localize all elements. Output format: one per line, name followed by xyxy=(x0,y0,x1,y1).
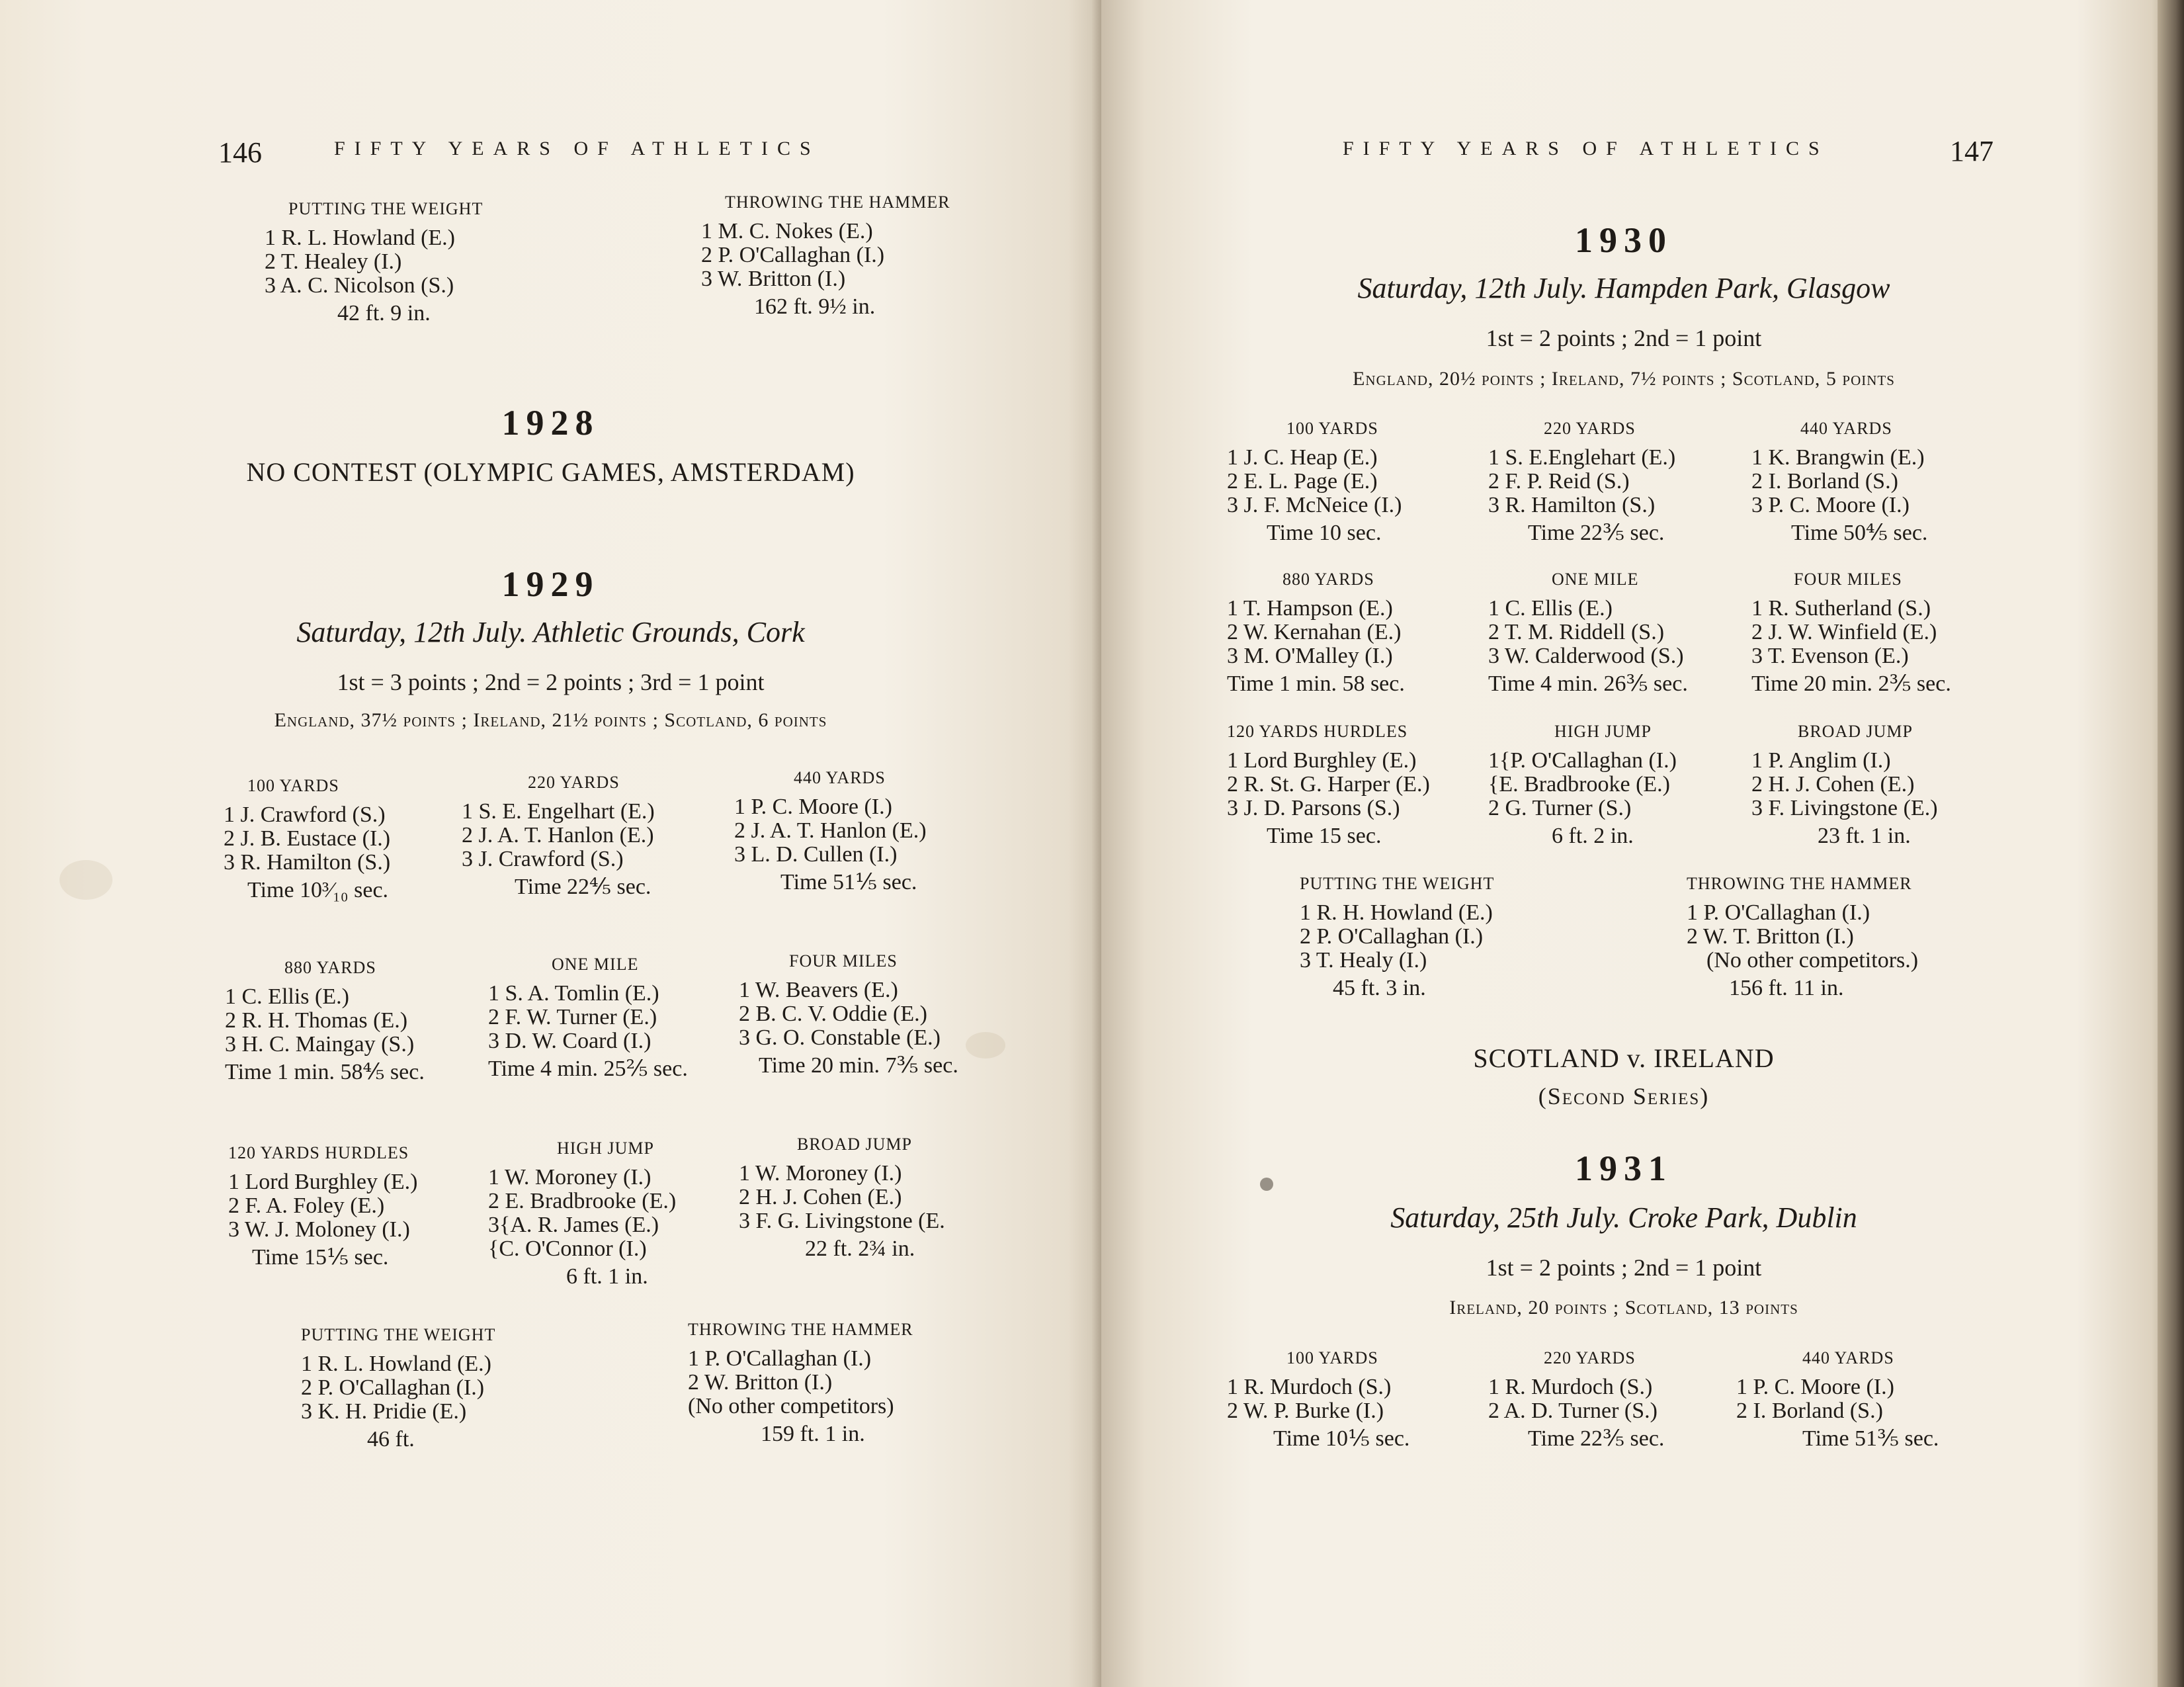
place-3: 3 P. C. Moore (I.) xyxy=(1751,493,1910,517)
right-page xyxy=(1101,0,2184,1687)
place-1: 1 W. Moroney (I.) xyxy=(739,1161,902,1186)
page-edge xyxy=(2158,0,2184,1687)
event-title: THROWING THE HAMMER xyxy=(725,193,950,212)
year-heading-1931: 1931 xyxy=(1575,1148,1673,1188)
country-totals: Ireland, 20 points ; Scotland, 13 points xyxy=(1449,1297,1798,1319)
event-throwing-hammer xyxy=(1687,872,1918,1000)
event-120-yards-hurdles xyxy=(228,1141,417,1270)
country-totals: England, 37½ points ; Ireland, 21½ points ; Scotland, 6 points xyxy=(274,709,827,731)
event-title: FOUR MILES xyxy=(1794,570,1902,589)
event-result: 45 ft. 3 in. xyxy=(1333,976,1426,1000)
event-result: Time 51⅕ sec. xyxy=(780,870,917,894)
event-title: 100 YARDS xyxy=(1286,419,1378,438)
place-3: 3 L. D. Cullen (I.) xyxy=(734,842,898,867)
place-2: 2 R. H. Thomas (E.) xyxy=(225,1008,408,1033)
event-result: Time 20 min. 7⅗ sec. xyxy=(759,1053,958,1078)
place-3: 3 G. O. Constable (E.) xyxy=(739,1025,941,1050)
place-3: 3 W. Britton (I.) xyxy=(701,267,846,291)
event-title: HIGH JUMP xyxy=(557,1139,654,1158)
place-1-tie: 1{P. O'Callaghan (I.) xyxy=(1488,748,1677,773)
event-result: 162 ft. 9½ in. xyxy=(754,294,876,319)
event-title: BROAD JUMP xyxy=(1798,722,1913,741)
place-1: 1 J. C. Heap (E.) xyxy=(1227,445,1378,470)
event-title: ONE MILE xyxy=(552,955,639,974)
meeting-date-venue: Saturday, 12th July. Hampden Park, Glasgow xyxy=(1357,272,1890,304)
event-result: Time 15 sec. xyxy=(1267,824,1382,848)
place-2: 2 P. O'Callaghan (I.) xyxy=(1300,924,1484,949)
place-3: 3 T. Evenson (E.) xyxy=(1751,644,1909,668)
event-title: 100 YARDS xyxy=(1286,1348,1378,1367)
place-1: 1 P. O'Callaghan (I.) xyxy=(1687,900,1870,925)
place-1: 1 S. E. Engelhart (E.) xyxy=(462,799,655,824)
place-1: 1 R. H. Howland (E.) xyxy=(1300,900,1493,925)
place-2: 2 J. A. T. Hanlon (E.) xyxy=(734,818,927,843)
place-2: 2 F. P. Reid (S.) xyxy=(1488,469,1630,494)
place-3: 3 A. C. Nicolson (S.) xyxy=(265,273,454,298)
event-title: 120 YARDS HURDLES xyxy=(228,1143,409,1162)
event-title: PUTTING THE WEIGHT xyxy=(288,199,483,218)
event-result: 46 ft. xyxy=(367,1427,415,1451)
event-high-jump xyxy=(488,1137,676,1289)
place-3: 3 J. Crawford (S.) xyxy=(462,847,624,871)
event-title: 880 YARDS xyxy=(284,958,376,977)
place-3-tie: {C. O'Connor (I.) xyxy=(488,1236,647,1261)
place-1: 1 Lord Burghley (E.) xyxy=(228,1170,418,1194)
event-title: 440 YARDS xyxy=(1802,1348,1894,1367)
place-3: 3 K. H. Pridie (E.) xyxy=(301,1399,467,1424)
event-result: Time 1 min. 58⅘ sec. xyxy=(225,1060,425,1084)
place-3-tie: 3{A. R. James (E.) xyxy=(488,1213,659,1237)
event-result: Time 51⅗ sec. xyxy=(1802,1426,1939,1451)
place-3: 3 F. Livingstone (E.) xyxy=(1751,796,1938,820)
place-3: 3 R. Hamilton (S.) xyxy=(224,850,391,875)
meeting-date-venue: Saturday, 25th July. Croke Park, Dublin xyxy=(1390,1201,1857,1234)
place-1: 1 P. C. Moore (I.) xyxy=(1736,1375,1894,1399)
place-2: 2 F. W. Turner (E.) xyxy=(488,1005,657,1029)
event-title: 880 YARDS xyxy=(1282,570,1374,589)
year-heading-1930: 1930 xyxy=(1575,220,1673,260)
place-1: 1 S. E.Englehart (E.) xyxy=(1488,445,1676,470)
place-3: 3 J. D. Parsons (S.) xyxy=(1227,796,1400,820)
event-high-jump xyxy=(1488,720,1677,848)
event-result: Time 22⅘ sec. xyxy=(515,875,651,899)
place-2: 2 F. A. Foley (E.) xyxy=(228,1193,385,1218)
event-result: Time 4 min. 26⅗ sec. xyxy=(1488,671,1688,696)
place-1: 1 Lord Burghley (E.) xyxy=(1227,748,1417,773)
event-throwing-hammer-1929 xyxy=(688,1318,913,1446)
event-result: 6 ft. 2 in. xyxy=(1552,824,1634,848)
event-440-yards xyxy=(1751,417,1927,545)
year-heading-1929: 1929 xyxy=(501,564,600,604)
place-2: 2 P. O'Callaghan (I.) xyxy=(301,1375,485,1400)
no-other-competitors-note: (No other competitors) xyxy=(688,1394,894,1418)
place-2: 2 W. Kernahan (E.) xyxy=(1227,620,1402,644)
place-1: 1 P. C. Moore (I.) xyxy=(734,795,892,819)
event-title: 220 YARDS xyxy=(1544,1348,1636,1367)
event-title: PUTTING THE WEIGHT xyxy=(301,1325,496,1344)
place-2: 2 W. T. Britton (I.) xyxy=(1687,924,1854,949)
paper-stain xyxy=(60,860,112,900)
place-2: 2 I. Borland (S.) xyxy=(1751,469,1898,494)
country-totals: England, 20½ points ; Ireland, 7½ points ; Scotland, 5 points xyxy=(1353,368,1895,390)
event-result: Time 4 min. 25⅖ sec. xyxy=(488,1057,688,1081)
place-2: 2 H. J. Cohen (E.) xyxy=(739,1185,902,1209)
event-120-yards-hurdles xyxy=(1227,720,1430,848)
place-2: 2 J. B. Eustace (I.) xyxy=(224,826,391,851)
event-title: 120 YARDS HURDLES xyxy=(1227,722,1408,741)
year-heading-1928: 1928 xyxy=(501,403,600,443)
place-3: 3 M. O'Malley (I.) xyxy=(1227,644,1393,668)
place-3: 3 F. G. Livingstone (E. xyxy=(739,1209,945,1233)
event-100-yards xyxy=(1227,417,1402,545)
place-2: 2 T. Healey (I.) xyxy=(265,249,402,274)
event-broad-jump xyxy=(1751,720,1938,848)
place-3: 3 J. F. McNeice (I.) xyxy=(1227,493,1402,517)
place-1: 1 P. Anglim (I.) xyxy=(1751,748,1891,773)
no-other-competitors-note: (No other competitors.) xyxy=(1706,948,1919,973)
place-2: 2 B. C. V. Oddie (E.) xyxy=(739,1002,927,1026)
place-1: 1 P. O'Callaghan (I.) xyxy=(688,1346,872,1371)
event-four-miles xyxy=(1751,568,1951,696)
place-2: 2 R. St. G. Harper (E.) xyxy=(1227,772,1430,797)
place-1: 1 R. L. Howland (E.) xyxy=(265,226,456,250)
place-2: 2 W. Britton (I.) xyxy=(688,1370,833,1395)
place-2: 2 J. A. T. Hanlon (E.) xyxy=(462,823,654,847)
place-1: 1 K. Brangwin (E.) xyxy=(1751,445,1925,470)
event-220-yards-1931 xyxy=(1488,1346,1664,1451)
event-result: Time 10 sec. xyxy=(1267,521,1382,545)
place-1: 1 W. Moroney (I.) xyxy=(488,1165,651,1190)
event-result: 156 ft. 11 in. xyxy=(1729,976,1844,1000)
event-four-miles xyxy=(739,949,958,1078)
event-result: 6 ft. 1 in. xyxy=(566,1264,648,1289)
place-1: 1 R. L. Howland (E.) xyxy=(301,1352,492,1376)
event-title: 440 YARDS xyxy=(1800,419,1892,438)
event-title: BROAD JUMP xyxy=(797,1135,912,1154)
place-3: 3 T. Healy (I.) xyxy=(1300,948,1427,973)
event-result: 42 ft. 9 in. xyxy=(337,301,431,325)
running-head: FIFTY YEARS OF ATHLETICS xyxy=(1343,138,1829,159)
place-3: 3 D. W. Coard (I.) xyxy=(488,1029,651,1053)
event-throwing-hammer xyxy=(701,191,950,319)
place-2: 2 E. L. Page (E.) xyxy=(1227,469,1378,494)
series-subtitle: (Second Series) xyxy=(1538,1083,1710,1109)
event-100-yards xyxy=(224,774,390,902)
event-title: HIGH JUMP xyxy=(1554,722,1652,741)
scoring-rule: 1st = 2 points ; 2nd = 1 point xyxy=(1486,1254,1762,1281)
event-220-yards xyxy=(462,771,655,899)
page-number: 146 xyxy=(218,136,262,169)
event-result: Time 20 min. 2⅗ sec. xyxy=(1751,671,1951,696)
place-1: 1 C. Ellis (E.) xyxy=(1488,596,1613,621)
event-result: Time 22⅗ sec. xyxy=(1528,521,1665,545)
event-title: 440 YARDS xyxy=(794,768,886,787)
event-result: Time 22⅗ sec. xyxy=(1528,1426,1665,1451)
place-1: 1 W. Beavers (E.) xyxy=(739,978,898,1002)
event-title: PUTTING THE WEIGHT xyxy=(1300,874,1495,893)
event-title: FOUR MILES xyxy=(789,951,898,971)
place-2: 2 A. D. Turner (S.) xyxy=(1488,1399,1658,1423)
place-1: 1 C. Ellis (E.) xyxy=(225,984,349,1009)
event-putting-weight xyxy=(1300,872,1494,1000)
event-result: Time 1 min. 58 sec. xyxy=(1227,671,1405,696)
event-result: 23 ft. 1 in. xyxy=(1818,824,1911,848)
place-1: 1 M. C. Nokes (E.) xyxy=(701,219,873,243)
place-2: 2 I. Borland (S.) xyxy=(1736,1399,1883,1423)
event-220-yards xyxy=(1488,417,1675,545)
place-2: 2 H. J. Cohen (E.) xyxy=(1751,772,1915,797)
place-3: 3 W. Calderwood (S.) xyxy=(1488,644,1684,668)
place-3: 3 H. C. Maingay (S.) xyxy=(225,1032,415,1057)
place-3: 3 R. Hamilton (S.) xyxy=(1488,493,1656,517)
event-440-yards xyxy=(734,766,927,894)
meeting-date-venue: Saturday, 12th July. Athletic Grounds, Cork xyxy=(296,616,805,648)
event-result: Time 10⅕ sec. xyxy=(1273,1426,1410,1451)
place-2: 2 E. Bradbrooke (E.) xyxy=(488,1189,677,1213)
event-putting-weight xyxy=(265,197,483,325)
page-number: 147 xyxy=(1950,135,1994,167)
place-2: 2 T. M. Riddell (S.) xyxy=(1488,620,1665,644)
scoring-rule: 1st = 2 points ; 2nd = 1 point xyxy=(1486,325,1762,351)
place-2: 2 J. W. Winfield (E.) xyxy=(1751,620,1937,644)
event-title: ONE MILE xyxy=(1552,570,1639,589)
event-one-mile xyxy=(1488,568,1688,696)
place-3: 3 W. J. Moloney (I.) xyxy=(228,1217,410,1242)
place-1: 1 R. Murdoch (S.) xyxy=(1488,1375,1653,1399)
place-1: 1 S. A. Tomlin (E.) xyxy=(488,981,659,1006)
no-contest-note: NO CONTEST (OLYMPIC GAMES, AMSTERDAM) xyxy=(246,457,855,487)
event-880-yards xyxy=(1227,568,1405,696)
place-1: 1 R. Sutherland (S.) xyxy=(1751,596,1931,621)
event-880-yards xyxy=(225,956,425,1084)
event-100-yards-1931 xyxy=(1227,1346,1409,1451)
place-1: 1 T. Hampson (E.) xyxy=(1227,596,1393,621)
place-2: 2 G. Turner (S.) xyxy=(1488,796,1632,820)
event-result: 22 ft. 2¾ in. xyxy=(805,1236,915,1261)
place-1: 1 J. Crawford (S.) xyxy=(224,802,386,827)
event-result: Time 50⅘ sec. xyxy=(1791,521,1928,545)
event-title: 220 YARDS xyxy=(528,773,620,792)
place-2: 2 W. P. Burke (I.) xyxy=(1227,1399,1384,1423)
event-one-mile xyxy=(488,953,688,1081)
event-broad-jump xyxy=(739,1133,945,1261)
place-1-tie: {E. Bradbrooke (E.) xyxy=(1488,772,1671,797)
event-title: THROWING THE HAMMER xyxy=(688,1320,913,1339)
running-head: FIFTY YEARS OF ATHLETICS xyxy=(334,138,820,159)
event-putting-weight-1929 xyxy=(301,1323,495,1451)
place-1: 1 R. Murdoch (S.) xyxy=(1227,1375,1392,1399)
event-result: Time 10³⁄₁₀ sec. xyxy=(247,878,389,902)
event-title: THROWING THE HAMMER xyxy=(1687,874,1912,893)
event-440-yards-1931 xyxy=(1736,1346,1939,1451)
scoring-rule: 1st = 3 points ; 2nd = 2 points ; 3rd = 1 point xyxy=(337,669,765,695)
event-result: Time 15⅕ sec. xyxy=(252,1245,389,1270)
paper-stain xyxy=(966,1032,1005,1059)
series-title: SCOTLAND v. IRELAND xyxy=(1473,1043,1775,1073)
place-2: 2 P. O'Callaghan (I.) xyxy=(701,243,885,267)
event-result: 159 ft. 1 in. xyxy=(761,1422,865,1446)
event-title: 100 YARDS xyxy=(247,776,339,795)
event-title: 220 YARDS xyxy=(1544,419,1636,438)
